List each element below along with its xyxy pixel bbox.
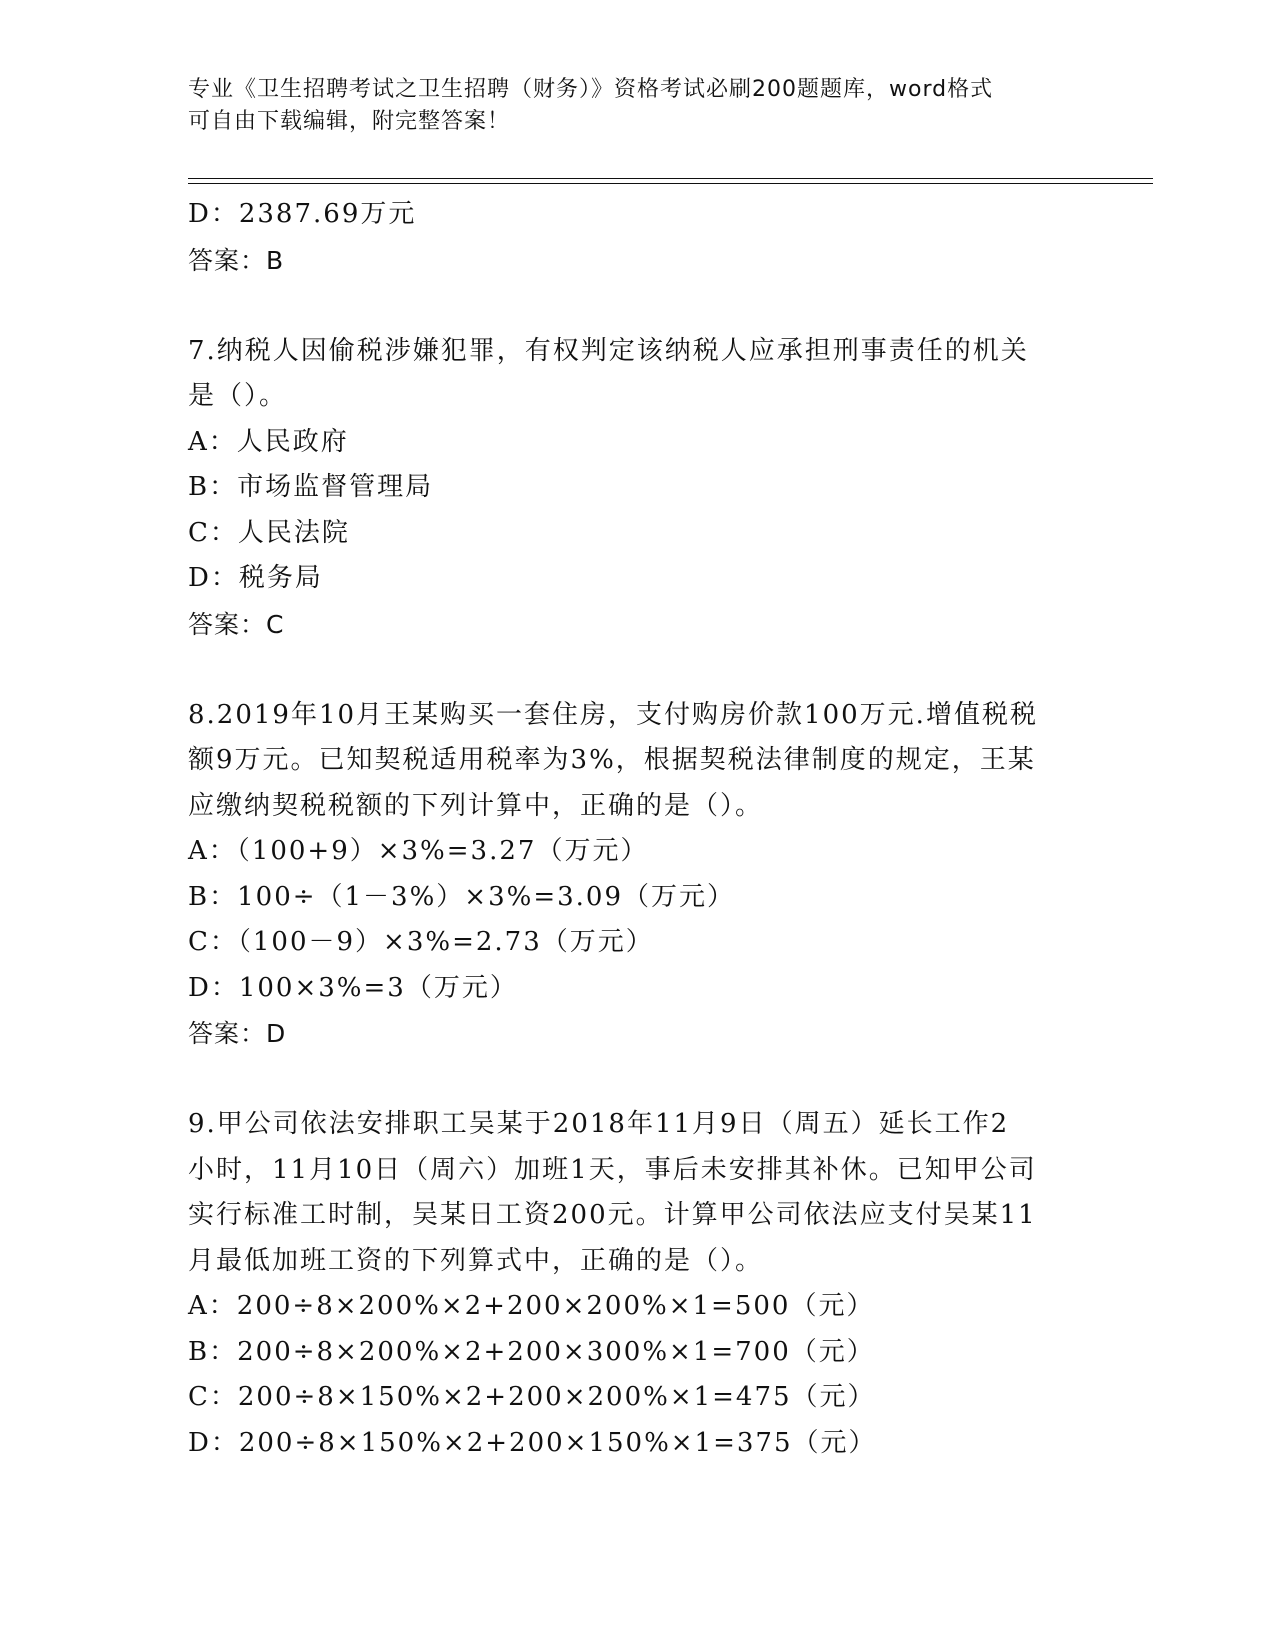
- page-header: [188, 74, 1068, 138]
- question-stem-line: 额9万元。已知契税适用税率为3%，根据契税法律制度的规定，王某: [188, 745, 1036, 775]
- option-d: D：200÷8×150%×2+200×150%×1=375（元）: [188, 1427, 877, 1458]
- option-d: D：100×3%=3（万元）: [188, 972, 518, 1003]
- question-9: [188, 1102, 1088, 1466]
- option-b: B：市场监督管理局: [188, 472, 434, 502]
- header-divider-top: [188, 178, 1153, 179]
- question-stem-line: 9.甲公司依法安排职工吴某于2018年11月9日（周五）延长工作2: [188, 1109, 1010, 1139]
- header-divider-bottom: [188, 183, 1153, 184]
- question-stem-line: 月最低加班工资的下列算式中，正确的是（）。: [188, 1245, 764, 1276]
- option-a: A：人民政府: [188, 426, 349, 457]
- option-a: A：（100+9）×3%=3.27（万元）: [188, 836, 649, 866]
- question-stem-line: 实行标准工时制，吴某日工资200元。计算甲公司依法应支付吴某11: [188, 1200, 1037, 1230]
- spacer: [188, 647, 1088, 693]
- option-a: A：200÷8×200%×2+200×200%×1=500（元）: [188, 1291, 875, 1321]
- option-d: D：2387.69万元: [188, 199, 417, 229]
- question-stem-line: 是（）。: [188, 381, 288, 411]
- header-title-line-2: 可自由下载编辑，附完整答案！: [188, 109, 511, 134]
- spacer: [188, 283, 1088, 329]
- question-7: [188, 329, 1088, 648]
- question-stem-line: 小时，11月10日（周六）加班1天，事后未安排其补休。已知甲公司: [188, 1154, 1037, 1185]
- answer-line: 答案：D: [188, 1019, 287, 1048]
- option-b: B：200÷8×200%×2+200×300%×1=700（元）: [188, 1336, 875, 1367]
- answer-line: 答案：B: [188, 245, 285, 275]
- question-stem-line: 8.2019年10月王某购买一套住房，支付购房价款100万元.增值税税: [188, 699, 1038, 730]
- option-b: B：100÷（1－3%）×3%=3.09（万元）: [188, 881, 736, 912]
- option-c: C：（100－9）×3%=2.73（万元）: [188, 927, 654, 957]
- option-c: C：人民法院: [188, 517, 350, 548]
- document-body: [188, 192, 1088, 1466]
- question-8: [188, 693, 1088, 1057]
- option-c: C：200÷8×150%×2+200×200%×1=475（元）: [188, 1382, 876, 1412]
- spacer: [188, 1057, 1088, 1103]
- header-title-line-1: 专业《卫生招聘考试之卫生招聘（财务）》资格考试必刷200题题库，word格式: [188, 77, 994, 102]
- previous-question-tail: [188, 192, 1088, 283]
- option-d: D：税务局: [188, 563, 323, 593]
- answer-line: 答案：C: [188, 609, 285, 639]
- question-stem-line: 7.纳税人因偷税涉嫌犯罪，有权判定该纳税人应承担刑事责任的机关: [188, 335, 1029, 366]
- question-stem-line: 应缴纳契税税额的下列计算中，正确的是（）。: [188, 790, 764, 821]
